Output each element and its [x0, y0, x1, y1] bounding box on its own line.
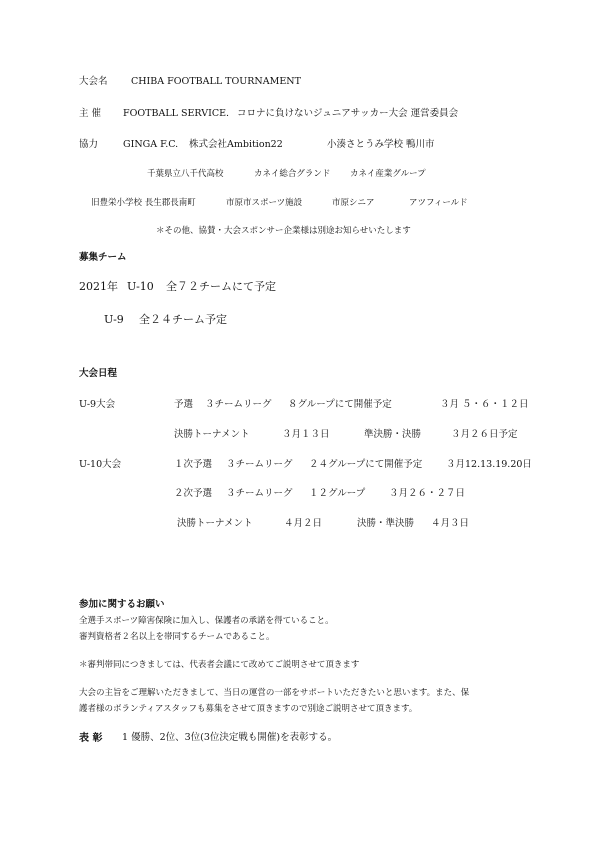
schedule-cell: ３月２６・２７日 — [389, 488, 466, 499]
recruit-heading: 募集チーム — [79, 252, 127, 263]
tournament-label: 大会名 — [79, 76, 108, 87]
schedule-cell: ３月12.13.19.20日 — [446, 459, 532, 470]
organizer-label: 主 催 — [79, 108, 102, 119]
schedule-cell: 決勝・準決勝 — [357, 518, 415, 529]
request-line: 審判資格者２名以上を帯同するチームであること。 — [79, 632, 275, 642]
schedule-cell: ３月１３日 — [282, 429, 330, 440]
volunteer-paragraph-line: 護者様のボランティアスタッフも募集をさせて頂きますので別途ご説明させて頂きます。 — [79, 704, 418, 714]
cooperator-item: 小湊さとうみ学校 鴨川市 — [327, 139, 435, 150]
schedule-cell: ４月２日 — [284, 518, 323, 529]
schedule-cell: 決勝トーナメント — [177, 518, 253, 529]
schedule-heading: 大会日程 — [79, 368, 118, 379]
awards-text: 1 優勝、2位、3位(3位決定戦も開催)を表彰する。 — [122, 732, 338, 743]
schedule-cell: 決勝トーナメント — [174, 429, 250, 440]
referee-note: ＊審判帯同につきましては、代表者会議にて改めてご説明させて頂きます — [79, 660, 360, 670]
cooperator-item: カネイ総合グランド — [254, 169, 331, 179]
schedule-cell: ３チームリーグ — [205, 399, 272, 410]
schedule-cell: １２グループ — [309, 488, 366, 499]
schedule-cell: ３月 ５・６・１２日 — [440, 399, 529, 410]
recruit-u10-text: 全７２チームにて予定 — [166, 280, 276, 293]
cooperation-label: 協力 — [79, 139, 99, 150]
schedule-cell: 予選 — [174, 399, 194, 410]
schedule-cell: ４月３日 — [431, 518, 470, 529]
organizer-name: FOOTBALL SERVICE. — [123, 108, 230, 119]
request-line: 全選手スポーツ障害保険に加入し、保護者の承諾を得ていること。 — [79, 616, 334, 626]
cooperator-item: アツフィールド — [409, 198, 468, 208]
cooperator-item: 千葉県立八千代高校 — [147, 169, 224, 179]
sponsor-note: ＊その他、協賛・大会スポンサー企業様は別途お知らせいたします — [156, 226, 411, 236]
awards-label: 表 彰 — [79, 733, 103, 744]
schedule-cell: ８グループにて開催予定 — [288, 399, 392, 410]
cooperator-item: 市原シニア — [332, 198, 375, 208]
schedule-cell: ２次予選 — [174, 488, 213, 499]
volunteer-paragraph-line: 大会の主旨をご理解いただきまして、当日の運営の一部をサポートいただきたいと思います。また、保 — [79, 688, 470, 698]
cooperator-item: GINGA F.C. — [123, 139, 179, 150]
schedule-cell: ２４グループにて開催予定 — [309, 459, 423, 470]
cooperator-item: カネイ産業グループ — [350, 169, 426, 179]
recruit-category-u10: U-10 — [127, 280, 154, 293]
organizing-committee: コロナに負けないジュニアサッカー大会 運営委員会 — [237, 108, 459, 119]
schedule-cell: ３月２６日予定 — [451, 429, 518, 440]
cooperator-item: 市原市スポーツ施設 — [226, 198, 303, 208]
schedule-cell: ３チームリーグ — [226, 488, 293, 499]
recruit-u9-text: 全２４チーム予定 — [139, 313, 227, 326]
recruit-category-u9: U-9 — [104, 313, 124, 326]
cooperator-item: 株式会社Ambition22 — [189, 139, 283, 150]
u10-label: U-10大会 — [79, 459, 122, 470]
schedule-cell: １次予選 — [174, 459, 213, 470]
u9-label: U-9大会 — [79, 399, 116, 410]
recruit-year: 2021年 — [79, 280, 118, 293]
schedule-cell: ３チームリーグ — [226, 459, 293, 470]
cooperator-item: 旧豊栄小学校 長生郡長南町 — [91, 198, 196, 208]
requests-heading: 参加に関するお願い — [79, 599, 165, 610]
tournament-name: CHIBA FOOTBALL TOURNAMENT — [131, 76, 301, 87]
schedule-cell: 準決勝・決勝 — [364, 429, 422, 440]
